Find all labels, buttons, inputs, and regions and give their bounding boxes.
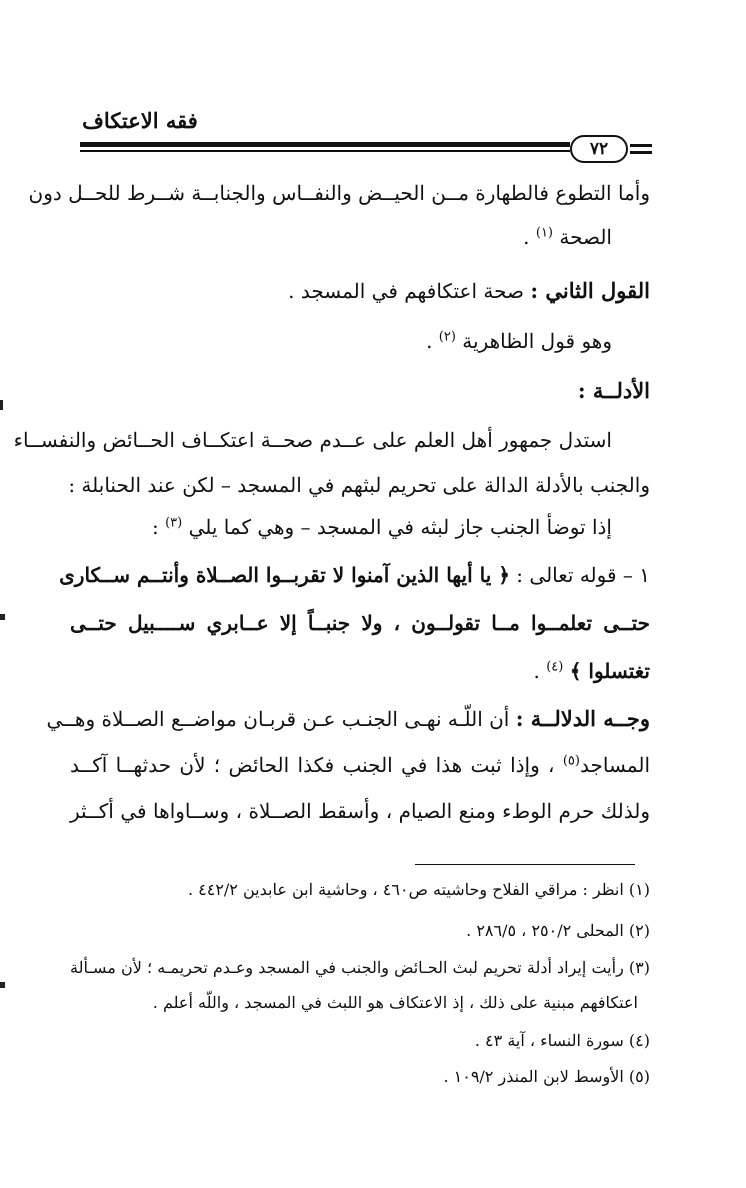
footnote-ref: (٢): [438, 329, 456, 345]
footnote: (٣) رأيت إيراد أدلة تحريم لبث الحـائض والجنب في المسجد وعـدم تحريمـه ؛ لأن مسـألة: [70, 958, 650, 977]
scan-mark: [0, 982, 5, 988]
footnote-ref: (٤): [546, 659, 564, 675]
header-rule-right-top: [630, 144, 652, 147]
footnote-ref: (٥): [562, 753, 580, 769]
scan-mark: [0, 614, 5, 620]
text-line: الصحة $^{(١)}$ .: [523, 225, 612, 249]
quran-verse: حتــى تعلمــوا مــا تقولــون ، ولا جنبــاً إلا عــابري ســــبيل حتــى: [70, 611, 650, 635]
text-line: تغتسلوا ﴾ $^{(٤)}$ .: [533, 659, 650, 683]
section-heading: وجــه الدلالــة :: [515, 706, 650, 731]
text-line: المساجد$^{(٥)}$ ، وإذا ثبت هذا في الجنب فكذا الحائض ؛ لأن حدثهــا آكــد: [70, 753, 650, 777]
header-rule-thin: [80, 150, 570, 152]
text-line: ١ – قوله تعالى : ﴿ يا أيها الذين آمنوا لا تقربــوا الصــلاة وأنتــم ســكارى: [59, 563, 650, 587]
footnote: (٥) الأوسط لابن المنذر ١٠٩/٢ .: [443, 1067, 650, 1086]
text-line: وجــه الدلالــة : أن اللّـه نهـى الجنـب عـن قربـان مواضــع الصــلاة وهــي: [46, 706, 650, 731]
section-heading: الأدلــة :: [577, 378, 650, 403]
page-number: ٧٢: [570, 135, 628, 163]
text-line: القول الثاني : صحة اعتكافهم في المسجد .: [288, 278, 650, 303]
header-rule-right-bottom: [630, 151, 652, 154]
running-title: فقه الاعتكاف: [82, 108, 198, 133]
scan-mark: [0, 400, 3, 410]
footnote-separator: [415, 864, 635, 865]
footnote-ref: (١): [535, 225, 553, 241]
footnote: (١) انظر : مراقي الفلاح وحاشيته ص٤٦٠ ، وحاشية ابن عابدين ٤٤٢/٢ .: [187, 880, 650, 899]
footnote: (٤) سورة النساء ، آية ٤٣ .: [474, 1031, 650, 1050]
footnote-ref: (٣): [165, 515, 183, 531]
section-heading: القول الثاني :: [530, 278, 650, 303]
text-line: والجنب بالأدلة الدالة على تحريم لبثهم في المسجد – لكن عند الحنابلة :: [68, 473, 650, 497]
footnote: (٢) المحلى ٢٥٠/٢ ، ٢٨٦/٥ .: [466, 921, 650, 940]
text-line: ولذلك حرم الوطء ومنع الصيام ، وأسقط الصــلاة ، وســاواها في أكــثر: [70, 799, 650, 823]
text-line: استدل جمهور أهل العلم على عــدم صحــة اعتكــاف الحــائض والنفســاء: [13, 428, 612, 452]
header-rule-thick: [80, 142, 570, 147]
text-line: وأما التطوع فالطهارة مــن الحيــض والنفــاس والجنابــة شــرط للحــل دون: [28, 181, 650, 205]
text-line: وهو قول الظاهرية $^{(٢)}$ .: [426, 329, 612, 353]
text-line: [70, 376, 650, 406]
quran-verse: ﴿ يا أيها الذين آمنوا لا تقربــوا الصــلاة وأنتــم ســكارى: [59, 563, 510, 587]
quran-verse: تغتسلوا ﴾: [569, 659, 650, 683]
text-line: إذا توضأ الجنب جاز لبثه في المسجد – وهي كما يلي $^{(٣)}$ :: [151, 515, 612, 539]
footnote: اعتكافهم مبنية على ذلك ، إذ الاعتكاف هو اللبث في المسجد ، واللّه أعلم .: [152, 993, 638, 1012]
